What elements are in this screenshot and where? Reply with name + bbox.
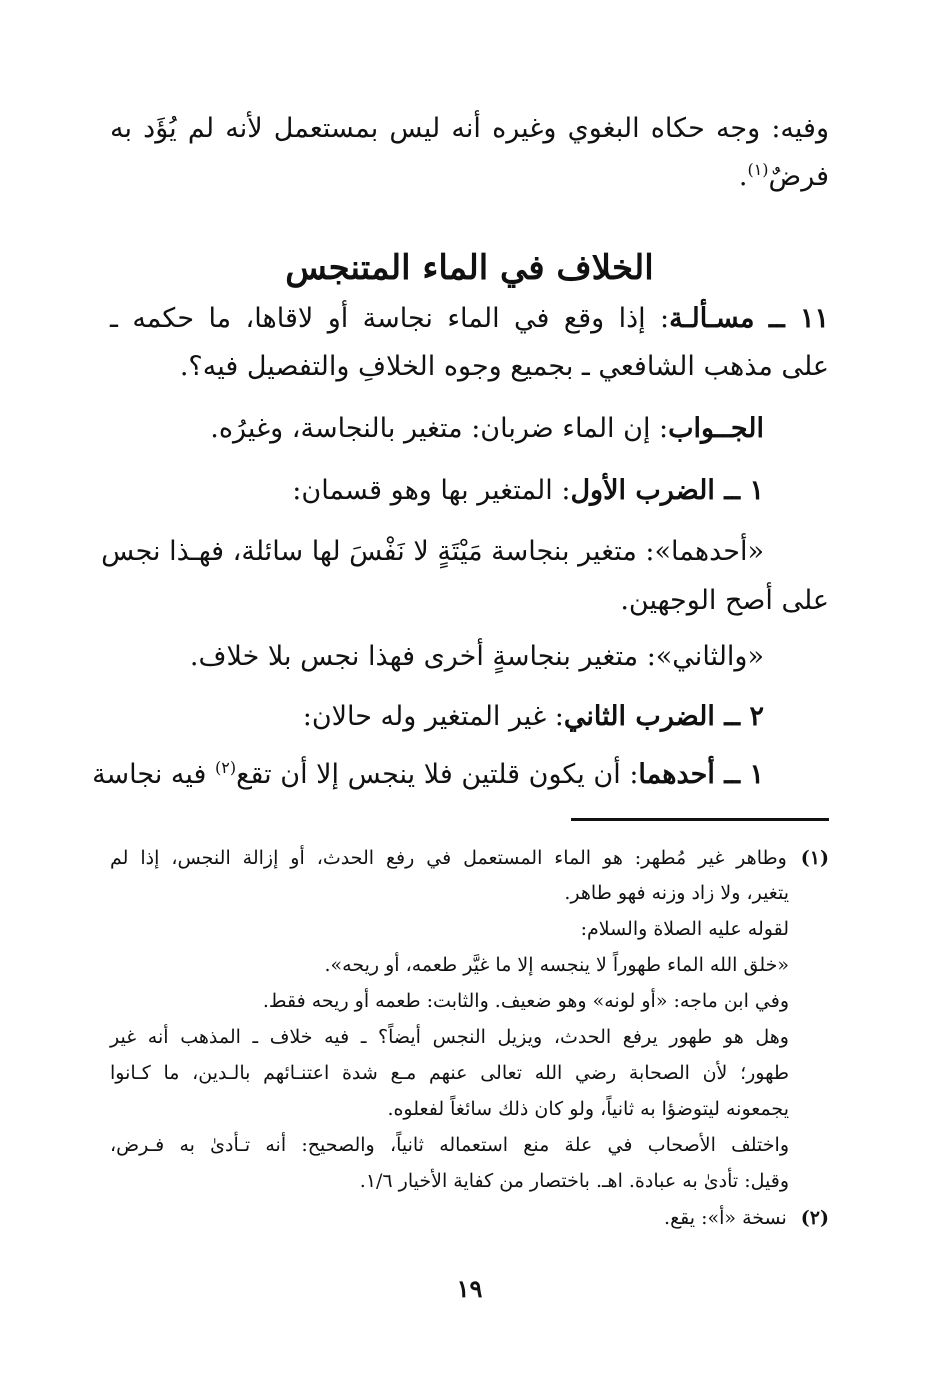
question-line-1-text: : إذا وقع في الماء نجاسة أو لاقاها، ما حكمه ـ (110, 303, 670, 334)
intro-line-2-text: فرضٌ (768, 161, 829, 192)
section-heading: الخلاف في الماء المتنجس (285, 248, 654, 288)
intro-line-2 (110, 160, 829, 194)
footnote-1-line-10: وقيل: تأدىٰ به عبادة. اهـ. باختصار من كفاية الأخيار ١/٦. (359, 1170, 789, 1192)
answer-label: الجــواب (668, 413, 764, 444)
footnote-1-line-4: «خلق الله الماء طهوراً لا ينجسه إلا ما غيَّر طعمه، أو ريحه». (324, 954, 789, 976)
footnote-1-line-3: لقوله عليه الصلاة والسلام: (580, 918, 789, 940)
intro-line-2-end: . (738, 161, 748, 192)
footnote-2-number: (٢) (800, 1207, 829, 1229)
state1-label: ١ ــ أحدهما (638, 759, 764, 790)
type1-label: ١ ــ الضرب الأول (570, 475, 764, 506)
intro-line-1 (110, 112, 829, 146)
question-line-2: على مذهب الشافعي ـ بجميع وجوه الخلافِ والتفصيل فيه؟. (179, 351, 829, 382)
question-label: مسـألـة (669, 303, 755, 334)
footnote-2 (110, 1206, 829, 1231)
type1-text: : المتغير بها وهو قسمان: (292, 475, 571, 506)
type2-label: ٢ ــ الضرب الثاني (563, 701, 764, 732)
answer-line (110, 412, 764, 446)
footnote-2-text: نسخة «أ»: يقع. (664, 1207, 787, 1229)
footnote-1-line-1 (110, 846, 829, 871)
footnote-1-line-5: وفي ابن ماجه: «أو لونه» وهو ضعيف. والثابت: طعمه أو ريحه فقط. (262, 990, 789, 1012)
type2-text: : غير المتغير وله حالان: (302, 701, 564, 732)
state1-text: : أن يكون قلتين فلا ينجس إلا أن تقع (236, 759, 639, 790)
case1-line-2: على أصح الوجهين. (620, 585, 829, 616)
footnote-1-line-8: يجمعونه ليتوضؤا به ثانياً، ولو كان ذلك سائغاً لفعلوه. (387, 1098, 789, 1120)
footnote-separator (571, 818, 829, 821)
question-line-1 (110, 302, 829, 336)
footnote-1-text-1: وطاهر غير مُطهر: هو الماء المستعمل في رفع الحدث، أو إزالة النجس، إذا لم (110, 847, 787, 869)
state1-text-end: فيه نجاسة (92, 759, 216, 790)
intro-line-1-text: وفيه: وجه حكاه البغوي وغيره أنه ليس بمستعمل لأنه لم يُؤَد به (110, 113, 829, 144)
question-number: ١١ ــ (768, 303, 829, 334)
footnote-1-line-7: طهور؛ لأن الصحابة رضي الله تعالى عنهم مـع شدة اعتنـائهم بالـدين، ما كـانوا (110, 1062, 789, 1084)
footnote-1-line-6: وهل هو طهور يرفع الحدث، ويزيل النجس أيضاً؟ ـ فيه خلاف ـ المذهب أنه غير (110, 1026, 789, 1048)
case1-line-1: «أحدهما»: متغير بنجاسة مَيْتَةٍ لا نَفْسَ لها سائلة، فهـذا نجس (101, 536, 764, 567)
footnote-1-number: (١) (800, 847, 829, 869)
footnote-1-line-9: واختلف الأصحاب في علة منع استعماله ثانياً، والصحيح: أنه تـأدىٰ به فـرض، (110, 1134, 789, 1156)
footnote-ref-2: (٢) (215, 758, 237, 777)
footnote-ref-1: (١) (747, 160, 769, 179)
footnote-1-line-2: يتغير، ولا زاد وزنه فهو طاهر. (564, 882, 789, 904)
state1-line (92, 758, 764, 792)
answer-text: : إن الماء ضربان: متغير بالنجاسة، وغيرُه. (210, 413, 669, 444)
case2-line: «والثاني»: متغير بنجاسةٍ أخرى فهذا نجس بلا خلاف. (189, 641, 764, 672)
type1-line (110, 474, 764, 508)
page-number: ١٩ (456, 1274, 483, 1303)
type2-line (110, 700, 764, 734)
